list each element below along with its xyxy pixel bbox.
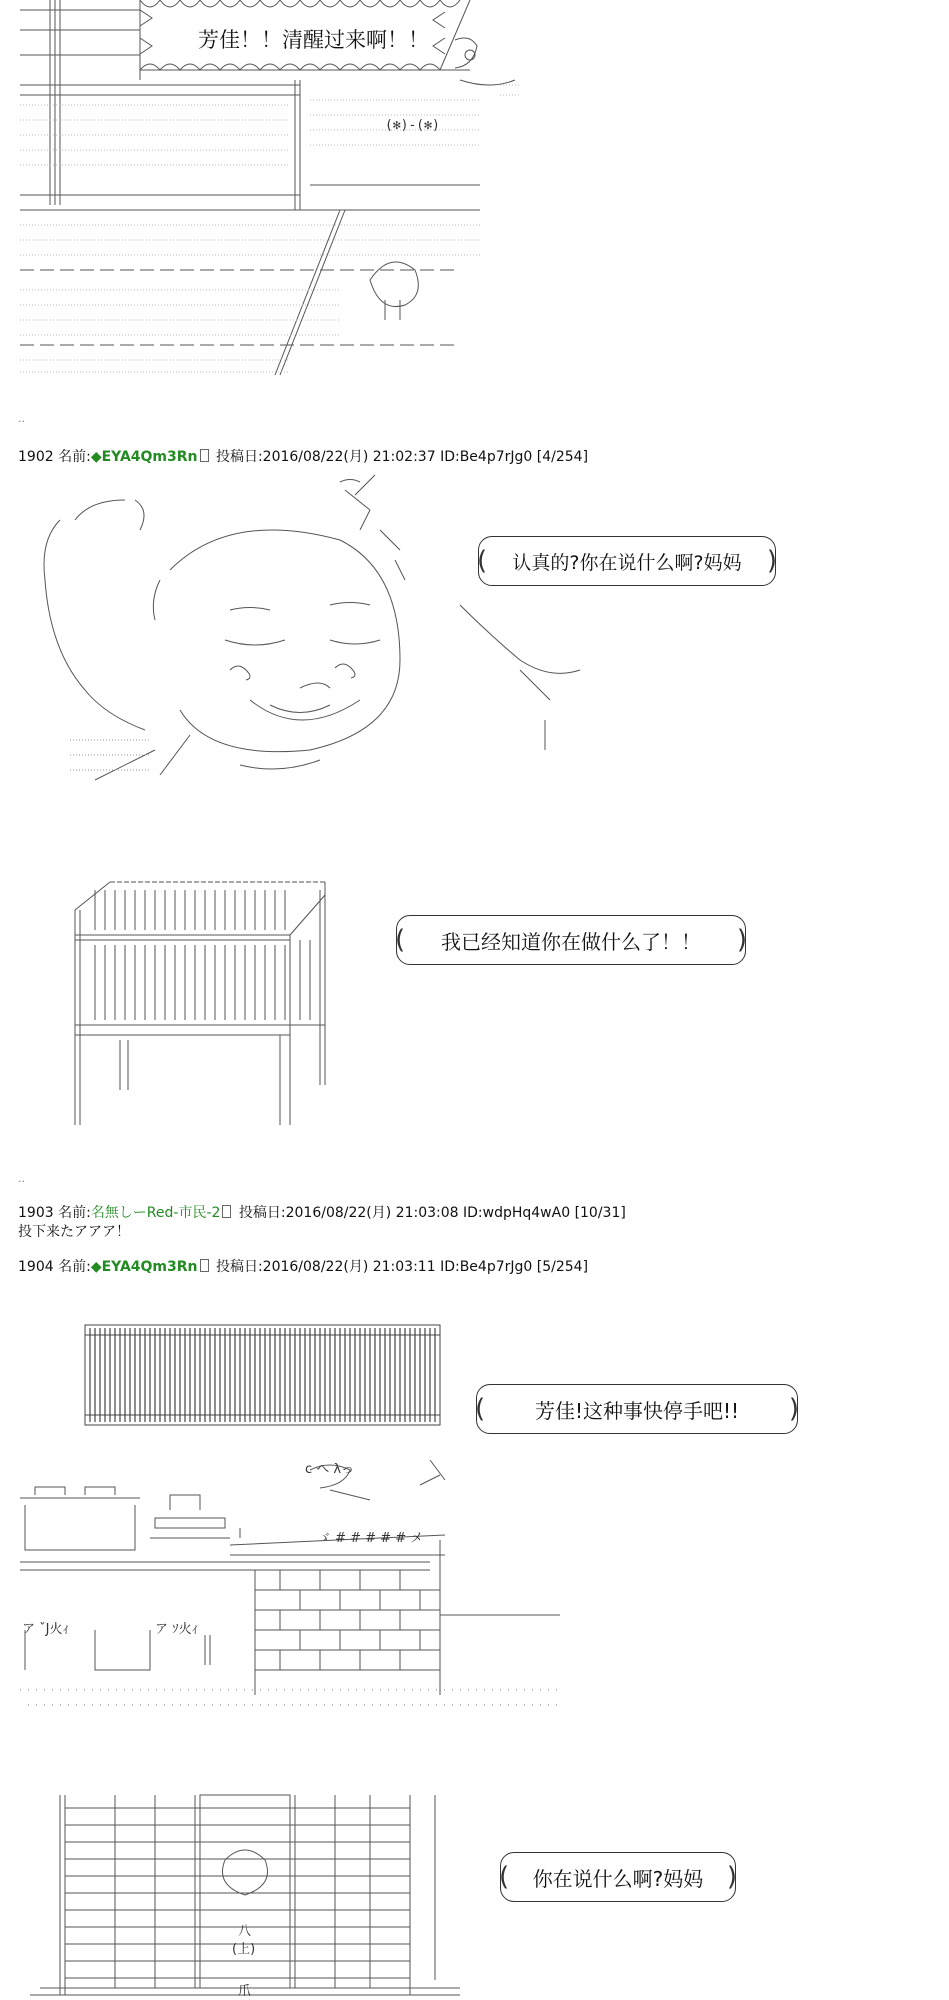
panel1-speech-text: 芳佳！！清醒过来啊！！ [198, 28, 429, 52]
speech-text: 芳佳!这种事快停手吧!! [534, 1398, 740, 1423]
post-body: 投下来たアアア！ [18, 1224, 130, 1240]
bracket-left: ( [499, 1862, 510, 1892]
post-id[interactable]: ID:wdpHq4wA0 [463, 1205, 571, 1221]
panel2-ascii-art [0, 470, 949, 800]
post-count: [5/254] [536, 1259, 589, 1275]
date-label: 投稿日: [215, 1259, 263, 1275]
panel3-ascii-art [0, 870, 949, 1140]
box-icon [222, 1205, 231, 1218]
post-date: 2016/08/22(月) 21:03:08 [285, 1205, 459, 1221]
name-label: 名前: [58, 449, 91, 465]
date-label: 投稿日: [238, 1205, 286, 1221]
speech-bubble [476, 1384, 798, 1434]
post-header [18, 1202, 626, 1222]
name-label: 名前: [58, 1259, 91, 1275]
door-label: (上) [232, 1942, 256, 1957]
post-id[interactable]: ID:Be4p7rJg0 [440, 449, 533, 465]
door-label: 爪 [238, 1984, 252, 1999]
door-label: 八 [238, 1924, 252, 1939]
post-date: 2016/08/22(月) 21:03:11 [262, 1259, 436, 1275]
poster-name[interactable]: ◆EYA4Qm3Rn [90, 449, 198, 465]
bracket-left: ( [477, 546, 488, 576]
post-date: 2016/08/22(月) 21:02:37 [262, 449, 436, 465]
post-header [18, 446, 588, 466]
post-header [18, 1256, 588, 1276]
bracket-right: ) [788, 1394, 799, 1424]
art-label: ゞ # # # # # メ [318, 1531, 424, 1546]
bracket-right: ) [736, 925, 747, 955]
post-number: 1904 [18, 1259, 54, 1275]
poster-name[interactable]: 名無しーRed-市民-2 [90, 1205, 221, 1221]
box-icon [200, 1259, 209, 1272]
post-count: [10/31] [574, 1205, 626, 1221]
speech-text: 认真的?你在说什么啊?妈妈 [512, 551, 742, 574]
bracket-left: ( [395, 925, 406, 955]
art-label: c へ λっ [305, 1462, 355, 1477]
art-label: ア ｿ火ｨ [155, 1622, 199, 1637]
panel1-ascii-art [0, 0, 949, 380]
separator: .. [18, 1172, 25, 1185]
box-icon [200, 449, 209, 462]
poster-name[interactable]: ◆EYA4Qm3Rn [90, 1259, 198, 1275]
post-number: 1902 [18, 449, 54, 465]
bracket-right: ) [766, 546, 777, 576]
panel6-ascii-art [0, 1790, 949, 2000]
art-label: ア ˇJ火ｨ [22, 1622, 69, 1637]
bracket-right: ) [726, 1862, 737, 1892]
speech-bubble [478, 536, 776, 586]
post-id[interactable]: ID:Be4p7rJg0 [440, 1259, 533, 1275]
speech-bubble [500, 1852, 736, 1902]
date-label: 投稿日: [215, 449, 263, 465]
separator: .. [18, 412, 25, 425]
speech-text: 我已经知道你在做什么了！！ [441, 929, 701, 954]
panel1-face-text: (✻)-(✻) [385, 118, 440, 133]
panel5-ascii-art [0, 1450, 949, 1710]
bracket-left: ( [475, 1394, 486, 1424]
post-count: [4/254] [536, 449, 589, 465]
name-label: 名前: [58, 1205, 91, 1221]
speech-text: 你在说什么啊?妈妈 [532, 1866, 704, 1891]
speech-bubble [396, 915, 746, 965]
post-number: 1903 [18, 1205, 54, 1221]
